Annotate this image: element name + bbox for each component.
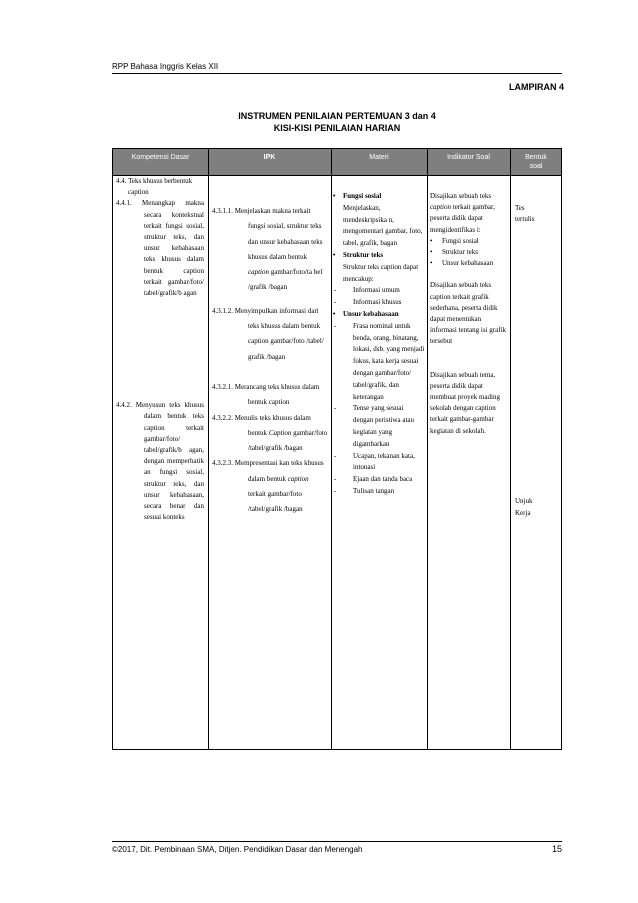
header-ipk: IPK — [263, 154, 276, 161]
ipk-text: Merancang teks khusus dalam bentuk caption — [234, 382, 320, 407]
materi-fungsi-title: • Fungsi sosial — [333, 191, 425, 203]
materi-fungsi-text: Menjelaskan, mendeskripsika n, mengomentari gambar, foto, tabel, grafik, bagan — [343, 203, 423, 248]
materi-unsur-item: - Ucapan, tekanan kata, intonasi — [333, 451, 425, 475]
ipk-text: gambar/foto /tabel/grafik /bagan — [248, 428, 328, 453]
bentuk-item: Unjuk Kerja — [515, 497, 533, 517]
indikator-item: • Struktur teks — [430, 247, 508, 258]
kd-number: 4.4.2. — [116, 401, 132, 410]
ipk-number: 4.3.2.3. — [212, 459, 233, 468]
ipk-number: 4.3.2.1. — [212, 382, 233, 391]
header-bentuk: Bentuk soal — [525, 154, 547, 170]
ipk-number: 4.3.1.2. — [212, 306, 233, 315]
ipk-italic: caption — [287, 474, 309, 483]
ipk-text: terkait gambar/foto /tabel/grafik /bagan — [248, 490, 303, 514]
indikator-text: Disajikan sebuah tema, peserta didik dapat membuat proyek mading sekolah dengan caption terkait gambar-gambar kegiatan di sekolah. — [430, 370, 500, 435]
title-line-2: KISI-KISI PENILAIAN HARIAN — [273, 123, 401, 133]
kd-number: 4.4.1. — [116, 199, 132, 208]
indikator-item: • Unsur kebahasaan — [430, 258, 508, 269]
document-header: RPP Bahasa Inggris Kelas XII — [112, 62, 219, 71]
header-materi: Materi — [369, 154, 389, 161]
assessment-table — [112, 148, 562, 750]
footer-rule — [112, 841, 562, 842]
indikator-text: terkait gambar, peserta didik dapat mengidentifikas i: — [430, 203, 495, 234]
materi-struktur-item: - Informasi khusus — [333, 297, 425, 309]
ipk-text: gambar/foto/ta bel /grafik /bagan — [248, 268, 323, 292]
footer-copyright: ©2017, Dit. Pembinaan SMA, Ditjen. Pendidikan Dasar dan Menengah — [112, 845, 363, 854]
appendix-label: LAMPIRAN 4 — [508, 82, 564, 92]
materi-unsur-item: - Tulisan tangan — [333, 486, 425, 498]
header-rule — [112, 73, 562, 74]
materi-struktur-text: Struktur teks caption dapat mencakup: — [343, 262, 419, 283]
materi-unsur-item: - Frasa nominal untuk benda, orang, binatang, lokasi, dsb. yang menjadi fokus, kata kerja sesuai dengan gambar/foto/ tabel/grafik, dan keterangan — [333, 321, 425, 404]
indikator-text: Disajikan sebuah teks caption terkait grafik sederhana, peserta didik dapat menentukan informasi tentang isi grafik tersebut — [430, 281, 507, 346]
column-divider — [331, 149, 332, 749]
ipk-number: 4.3.2.2. — [212, 413, 233, 422]
ipk-text: Menjelaskan makna terkait fungsi sosial, struktur teks dan unsur kebahasaan teks khusus dalam bentuk — [234, 207, 323, 261]
title-line-1: INSTRUMEN PENILAIAN PERTEMUAN 3 dan 4 — [238, 111, 436, 121]
indikator-text: Disajikan sebuah teks — [430, 192, 492, 200]
ipk-text: Menulis teks khusus dalam bentuk — [234, 413, 311, 437]
ipk-text: Menyimpulkan informasi dari teks khusus dalam bentuk caption gambar/foto /tabel/ grafik /bagan — [234, 306, 324, 361]
materi-unsur-item: - Ejaan dan tanda baca — [333, 474, 425, 486]
ipk-italic: caption — [248, 268, 269, 277]
indikator-italic: caption — [430, 203, 451, 212]
indikator-column — [430, 191, 508, 437]
kd-number: 4.4. — [116, 177, 127, 185]
column-divider — [208, 149, 209, 749]
ipk-text: Mempresentasi kan teks khusus dalam bentuk — [234, 459, 324, 483]
materi-unsur-item: - Tense yang sesuai dengan peristiwa atau kegiatan yang digambarkan — [333, 403, 425, 450]
header-indikator: Indikator Soal — [447, 154, 490, 161]
bentuk-item: Tes tertulis — [515, 204, 535, 224]
column-divider — [427, 149, 428, 749]
materi-struktur-title: • Struktur teks — [333, 250, 425, 262]
column-divider — [510, 149, 511, 749]
bentuk-column — [515, 203, 559, 519]
materi-unsur-title: • Unsur kebahasaan — [333, 309, 425, 321]
indikator-item: • Fungsi sosial — [430, 236, 508, 247]
page-number: 15 — [551, 844, 562, 854]
kd-text: Teks khusus berbentuk caption — [128, 177, 193, 197]
kd-text: Menyusun teks khusus dalam bentuk teks caption terkait gambar/foto/ tabel/grafik/b agan, dengan memperhatik an fungsi sosial, struktur teks, dan unsur kebahasaan, secara benar dan sesuai konteks — [135, 401, 205, 522]
kd-column — [116, 176, 204, 523]
ipk-number: 4.3.1.1. — [212, 207, 233, 215]
kd-text: Menangkap makna secara kontekstual terkait fungsi sosial, struktur teks, dan unsur kebahasaan teks khusus dalam bentuk caption terkait gambar/foto/ tabel/grafik/b agan — [142, 199, 204, 298]
header-kompetensi: Kompetensi Dasar — [131, 154, 190, 161]
materi-struktur-item: - Informasi umum — [333, 285, 425, 297]
materi-column — [333, 191, 425, 498]
ipk-column — [212, 204, 328, 518]
ipk-italic: Caption — [268, 428, 292, 437]
